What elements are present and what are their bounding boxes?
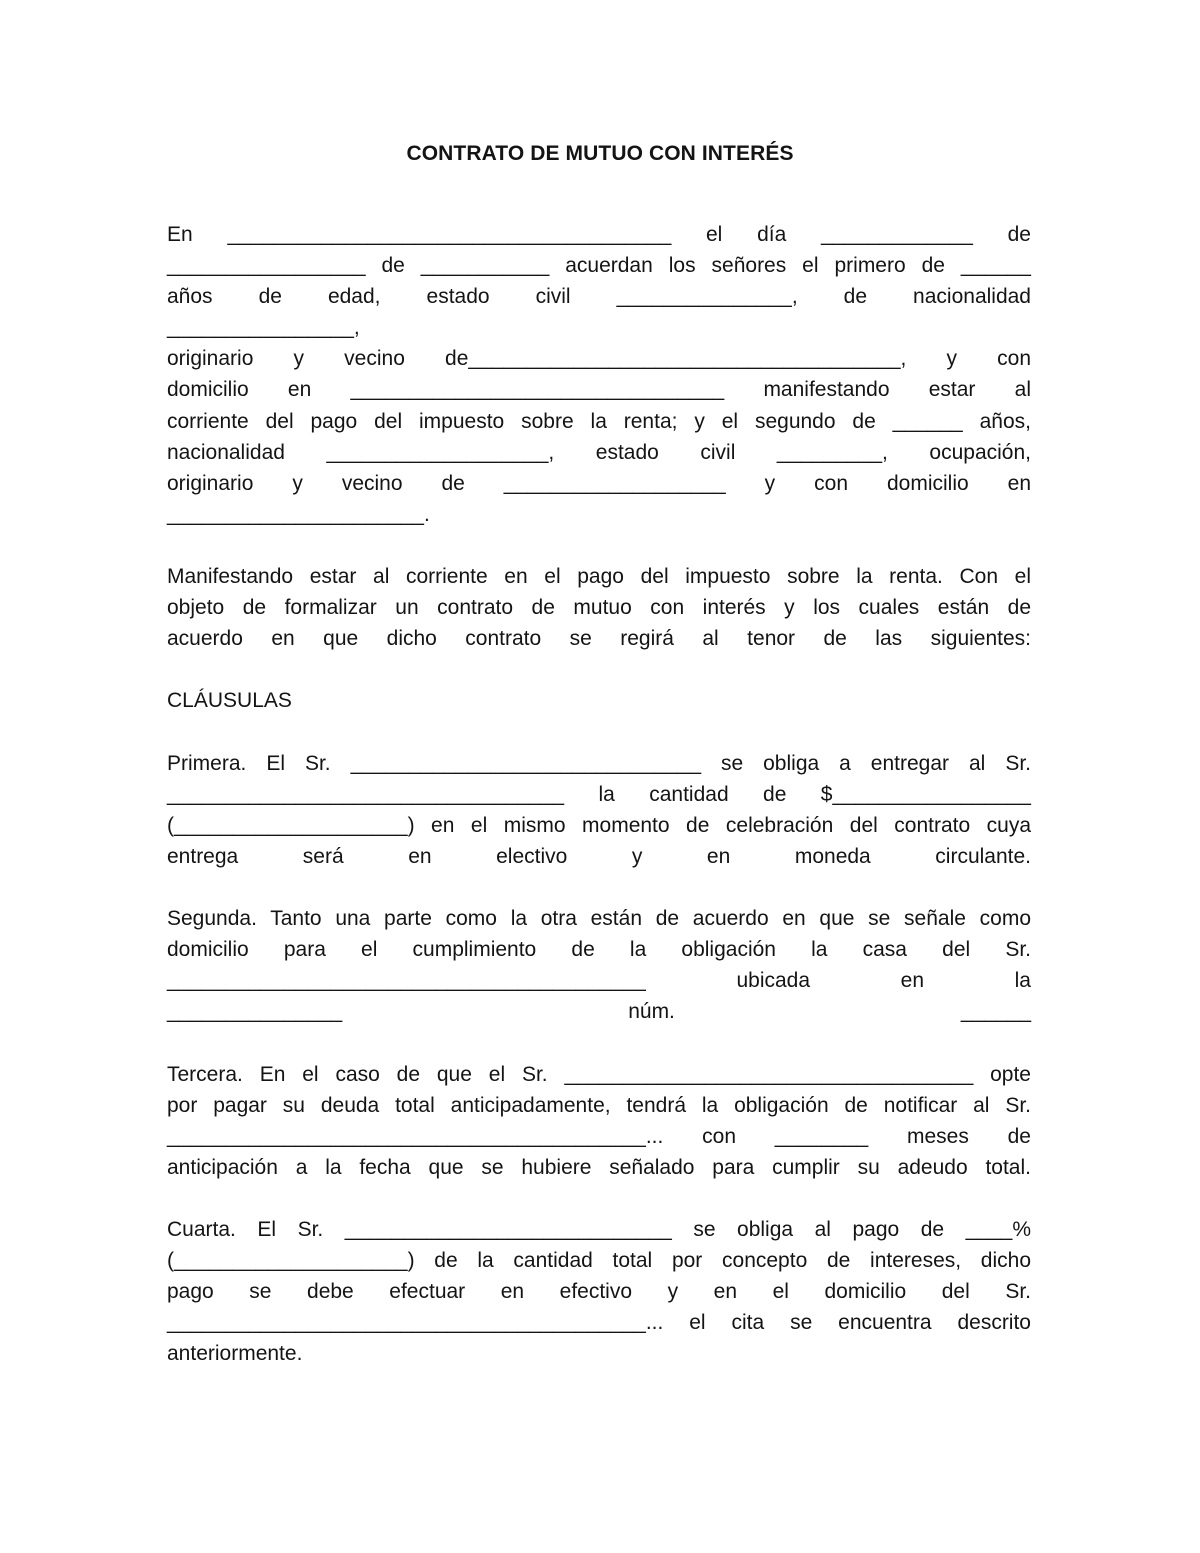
paragraph-gap [167,530,1031,561]
intro-line: corriente del pago del impuesto sobre la renta; y el segundo de ______ años, [167,409,1031,433]
intro-paragraph [167,219,1031,530]
clause-line: anteriormente. [167,1342,303,1366]
clause-line: Primera. El Sr. ______________________________ se obliga a entregar al Sr. [167,751,1031,775]
clause-line: _________________________________________... el cita se encuentra descrito [167,1311,1031,1335]
intro-line: ______________________. [167,502,430,526]
clause-line: _________________________________________... con ________ meses de [167,1124,1031,1148]
clause-line: anticipación a la fecha que se hubiere señalado para cumplir su adeudo total. [167,1155,1031,1179]
paragraph-gap [167,1183,1031,1214]
intro-line: originario y vecino de_____________________________________, y con [167,347,1031,371]
clause-segunda [167,903,1031,1027]
clause-line: (____________________) en el mismo momento de celebración del contrato cuya [167,813,1031,837]
document-title: CONTRATO DE MUTUO CON INTERÉS [406,142,794,165]
manifest-line: Manifestando estar al corriente en el pago del impuesto sobre la renta. Con el [167,565,1031,589]
clause-line: por pagar su deuda total anticipadamente, tendrá la obligación de notificar al Sr. [167,1093,1031,1117]
paragraph-gap [167,654,1031,685]
clause-line: Cuarta. El Sr. ____________________________ se obliga al pago de ____% [167,1218,1031,1241]
manifest-paragraph [167,561,1031,654]
clause-tercera [167,1059,1031,1183]
paragraph-gap [167,1027,1031,1058]
intro-line: ________________, [167,316,360,340]
clause-line: __________________________________ la cantidad de $_________________ [167,782,1031,806]
intro-line: _________________ de ___________ acuerdan los señores el primero de ______ [167,254,1031,278]
intro-line: años de edad, estado civil _______________, de nacionalidad [167,285,1031,309]
paragraph-gap [167,717,1031,748]
clause-line: Tercera. En el caso de que el Sr. ___________________________________ opte [167,1062,1031,1086]
paragraph-gap [167,872,1031,903]
clauses-heading: CLÁUSULAS [167,689,292,713]
intro-line: originario y vecino de ___________________ y con domicilio en [167,471,1031,495]
clause-line: domicilio para el cumplimiento de la obligación la casa del Sr. [167,938,1031,962]
clause-line: Segunda. Tanto una parte como la otra están de acuerdo en que se señale como [167,907,1031,931]
intro-line: domicilio en ________________________________ manifestando estar al [167,378,1031,402]
manifest-line: objeto de formalizar un contrato de mutuo con interés y los cuales están de [167,596,1031,620]
intro-line: nacionalidad ___________________, estado civil _________, ocupación, [167,440,1031,464]
manifest-line: acuerdo en que dicho contrato se regirá al tenor de las siguientes: [167,627,1031,651]
clause-line: _________________________________________ ubicada en la [167,969,1031,993]
clause-line: (____________________) de la cantidad total por concepto de intereses, dicho [167,1249,1031,1273]
clause-line: entrega será en electivo y en moneda circulante. [167,844,1031,868]
clause-primera [167,748,1031,872]
intro-line: En ______________________________________ el día _____________ de [167,223,1031,246]
document-body [167,219,1031,1369]
clause-cuarta [167,1214,1031,1369]
clause-line: pago se debe efectuar en efectivo y en el domicilio del Sr. [167,1280,1031,1304]
clause-line: _______________ núm. ______ [167,1000,1031,1024]
